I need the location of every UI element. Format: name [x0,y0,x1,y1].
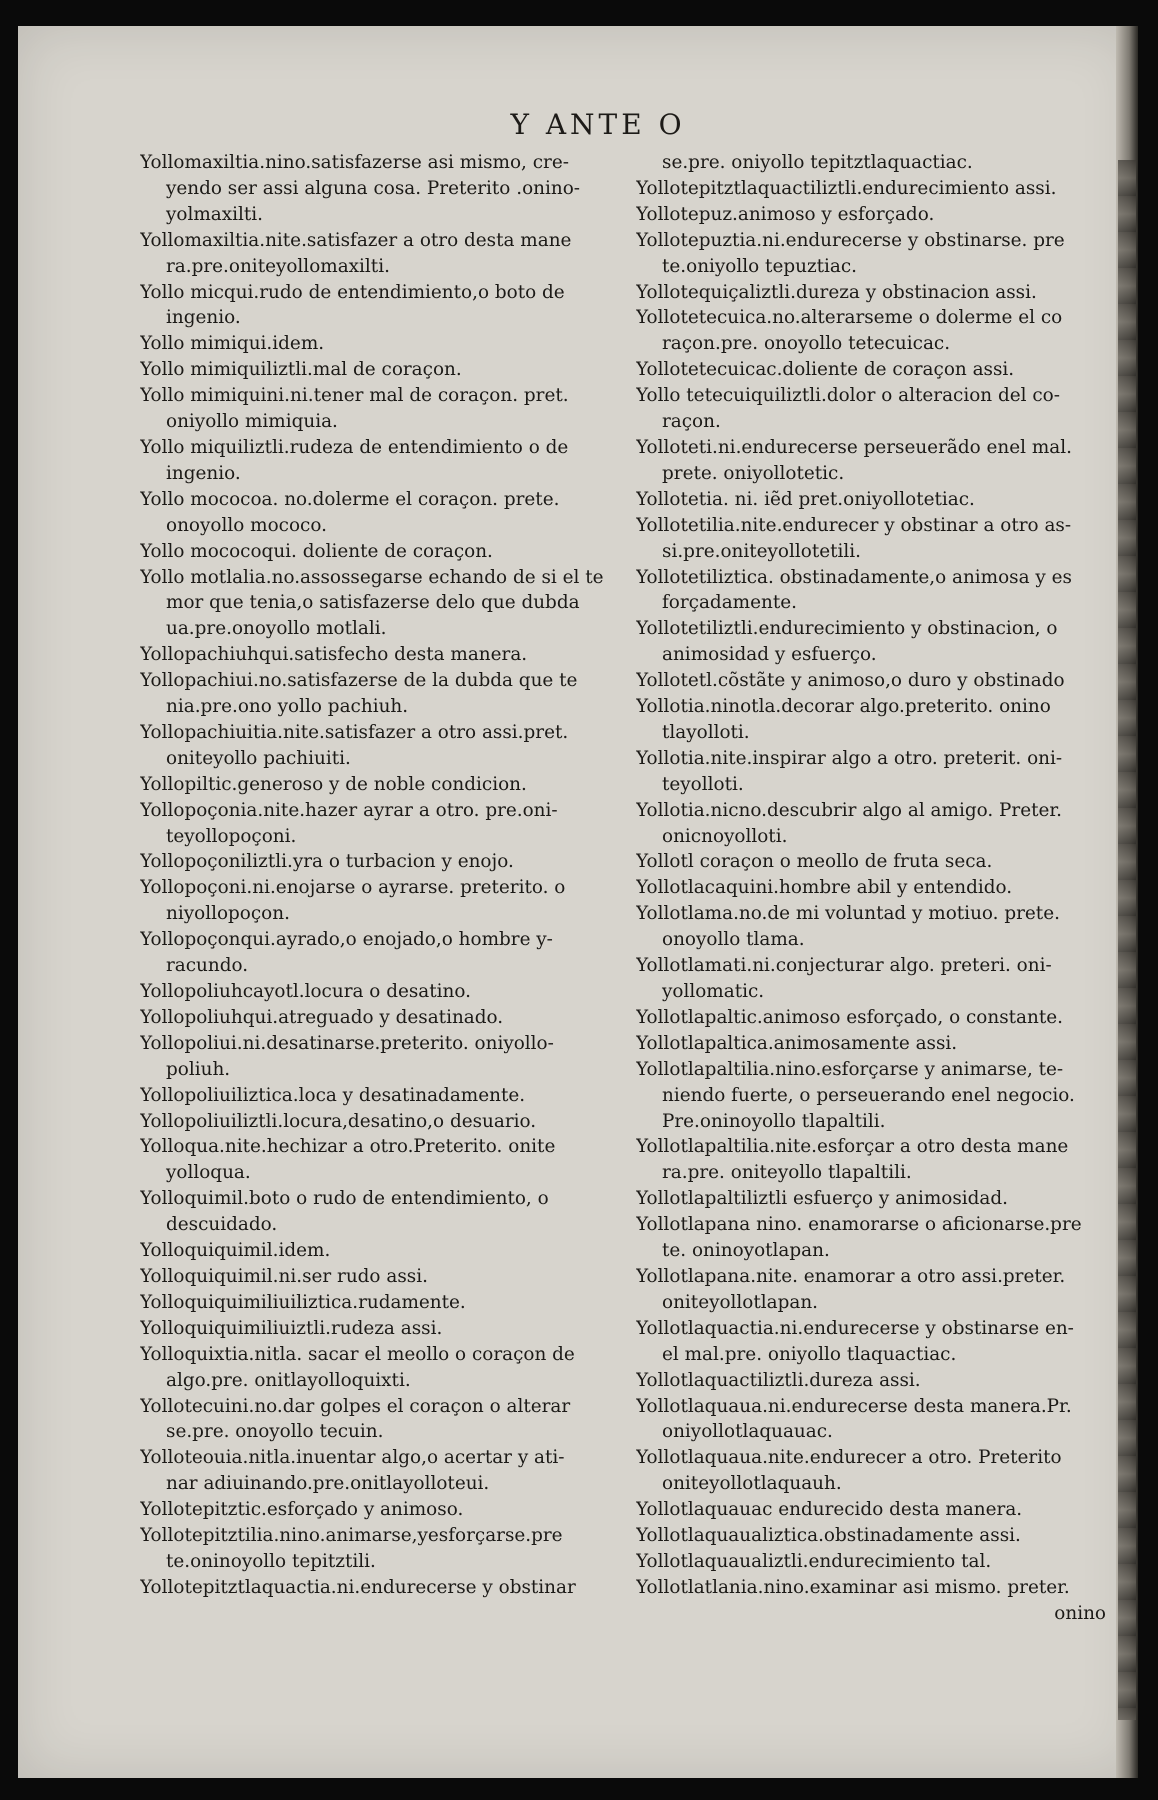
dictionary-line: Yolloqua.nite.hechizar a otro.Preterito. onite [140,1136,556,1158]
dictionary-line: Yollotequiçaliztli.dureza y obstinacion assi. [636,281,1037,303]
dictionary-line: Yollopoçoni.ni.enojarse o ayrarse. preterito. o [140,877,566,899]
dictionary-line: Yollotecuini.no.dar golpes el coraçon o alterar [140,1395,571,1417]
dictionary-line: racundo. [166,955,249,977]
dictionary-line: Yollotepitztilia.nino.animarse,yesforçarse.pre [140,1525,563,1547]
left-column [140,150,610,1601]
dictionary-line: Yollopoliui.ni.desatinarse.preterito. oniyollo- [140,1032,554,1054]
dictionary-line: Yollomaxiltia.nino.satisfazerse asi mismo, cre- [140,152,569,173]
dictionary-line: yendo ser assi alguna cosa. Preterito .onino- [166,177,580,199]
dictionary-line: poliuh. [166,1058,231,1080]
dictionary-line: Yollotlaquaualiztica.obstinadamente assi. [636,1525,1021,1547]
dictionary-line: ra.pre.oniteyollomaxilti. [166,255,390,277]
dictionary-line: oniteyollotlaquauh. [662,1473,842,1495]
dictionary-line: Yollo micqui.rudo de entendimiento,o boto de [140,281,565,303]
dictionary-line: Yollotlaquauac endurecido desta manera. [636,1499,1023,1521]
dictionary-line: si.pre.oniteyollotetili. [662,540,861,562]
dictionary-line: Yollotepitztic.esforçado y animoso. [140,1499,464,1521]
dictionary-line: el mal.pre. oniyollo tlaquactiac. [662,1343,957,1365]
dictionary-line: te.oniyollo tepuztiac. [662,255,858,277]
dictionary-line: Yollopiltic.generoso y de noble condicion. [140,773,527,795]
dictionary-line: ra.pre. oniteyollo tlapaltili. [662,1162,912,1184]
dictionary-line: Yollotetl.cõstãte y animoso,o duro y obstinado [636,670,1065,692]
dictionary-line: oniteyollotlapan. [662,1291,819,1313]
dictionary-line: animosidad y esfuerço. [662,644,877,666]
dictionary-line: Yollotl coraçon o meollo de fruta seca. [636,851,993,873]
dictionary-line: Yollotlacaquini.hombre abil y entendido. [636,877,1013,899]
dictionary-line: teyolloti. [662,773,744,795]
dictionary-line: Yollotlaquactia.ni.endurecerse y obstinarse en- [636,1317,1074,1339]
dictionary-line: Yollotlaquaua.ni.endurecerse desta manera.Pr. [636,1395,1072,1417]
dictionary-line: tlayolloti. [662,721,750,743]
dictionary-line: prete. oniyollotetic. [662,462,845,484]
dictionary-line: Yollopoçoniliztli.yra o turbacion y enojo. [140,851,514,873]
dictionary-line: Yollo mimiquini.ni.tener mal de coraçon. pret. [140,385,569,407]
dictionary-line: Yollotia.nicno.descubrir algo al amigo. Preter. [636,799,1062,821]
dictionary-line: Yollotetiliztica. obstinadamente,o animosa y es [636,566,1072,588]
dictionary-line: Yolloteti.ni.endurecerse perseuerãdo enel mal. [636,436,1072,458]
dictionary-line: raçon.pre. onoyollo tetecuicac. [662,333,951,355]
dictionary-line: onino [1054,1602,1106,1624]
dictionary-line: Yollotlapaltilia.nino.esforçarse y animarse, te- [636,1058,1064,1080]
dictionary-line: Yollotlapaltic.animoso esforçado, o constante. [636,1006,1063,1028]
dictionary-line: Yollotetiliztli.endurecimiento y obstinacion, o [636,618,1058,640]
dictionary-line: Yollomaxiltia.nite.satisfazer a otro desta mane [140,229,572,251]
dictionary-line: mor que tenia,o satisfazerse delo que dubda [166,592,580,614]
dictionary-line: onicnoyolloti. [662,825,788,847]
dictionary-line: se.pre. onoyollo tecuin. [166,1421,384,1443]
dictionary-line: Yollotlapana nino. enamorarse o aficionarse.pre [636,1214,1082,1236]
dictionary-line: oniyollo mimiquia. [166,411,338,433]
right-column [636,150,1106,1627]
dictionary-line: Yollotlaquaua.nite.endurecer a otro. Preterito [636,1447,1062,1469]
dictionary-line: ua.pre.onoyollo motlali. [166,618,387,640]
dictionary-line: Yollopoçonqui.ayrado,o enojado,o hombre y- [140,929,553,951]
dictionary-line: Yolloquiquimil.idem. [140,1240,331,1262]
dictionary-line: Yollopachiuhqui.satisfecho desta manera. [140,644,528,666]
dictionary-line: Yollotlapaltiliztli esfuerço y animosidad. [636,1188,1009,1210]
dictionary-line: Yollo mimiquiliztli.mal de coraçon. [140,359,462,381]
dictionary-line: Yollotlapaltica.animosamente assi. [636,1032,958,1054]
dictionary-line: Yolloteouia.nitla.inuentar algo,o acertar y ati- [140,1447,565,1469]
dictionary-line: yolloqua. [166,1162,251,1184]
dictionary-line: Yollopoçonia.nite.hazer ayrar a otro. pre.oni- [140,799,558,821]
dictionary-line: Yollotlamati.ni.conjecturar algo. preteri. oni- [636,955,1052,977]
dictionary-line: Yollo motlalia.no.assossegarse echando de si el te [140,566,604,588]
dictionary-line: niendo fuerte, o perseuerando enel negocio. [662,1084,1075,1106]
dictionary-line: ingenio. [166,307,241,329]
dictionary-line: te. oninoyotlapan. [662,1240,830,1262]
dictionary-line: teyollopoçoni. [166,825,297,847]
dictionary-line: algo.pre. onitlayolloquixti. [166,1369,411,1391]
dictionary-line: Yollotepitztlaquactiliztli.endurecimiento assi. [636,177,1057,199]
dictionary-line: nia.pre.ono yollo pachiuh. [166,696,409,718]
dictionary-line: Yollo tetecuiquiliztli.dolor o alteracion del co- [636,385,1060,407]
dictionary-line: Yolloquiquimiliuiliztica.rudamente. [140,1291,466,1313]
dictionary-line: Yollotetia. ni. iẽd pret.oniyollotetiac. [636,488,975,510]
dictionary-line: Yollopoliuhcayotl.locura o desatino. [140,981,471,1002]
dictionary-line: Yollotepitztlaquactia.ni.endurecerse y obstinar [140,1576,576,1598]
page-heading: Y ANTE O [510,108,686,141]
dictionary-line: Yollo mococoqui. doliente de coraçon. [140,540,493,562]
dictionary-line: Yollotia.nite.inspirar algo a otro. preterit. oni- [636,747,1063,769]
dictionary-line: yolmaxilti. [166,203,263,225]
dictionary-line: Yollopachiui.no.satisfazerse de la dubda que te [140,670,578,692]
dictionary-line: Yollotlapana.nite. enamorar a otro assi.preter. [636,1265,1066,1287]
dictionary-line: raçon. [662,411,721,433]
dictionary-line: Yollotlama.no.de mi voluntad y motiuo. prete. [636,903,1060,925]
dictionary-line: Yollotlaquactiliztli.dureza assi. [636,1369,921,1391]
dictionary-line: Yollotlaquaualiztli.endurecimiento tal. [636,1550,992,1572]
dictionary-line: Yollotetecuica.no.alterarseme o dolerme el co [636,307,1063,329]
dictionary-line: Yollotepuztia.ni.endurecerse y obstinarse. pre [636,229,1065,251]
dictionary-line: forçadamente. [662,592,797,614]
dictionary-line: yollomatic. [662,981,765,1002]
dictionary-line: Pre.oninoyollo tlapaltili. [662,1110,886,1132]
dictionary-line: Yollopoliuhqui.atreguado y desatinado. [140,1006,504,1028]
dictionary-line: Yolloquixtia.nitla. sacar el meollo o coraçon de [140,1343,575,1365]
dictionary-line: nar adiuinando.pre.onitlayolloteui. [166,1473,490,1495]
dictionary-line: onoyollo tlama. [662,929,805,951]
dictionary-line: Yollotepuz.animoso y esforçado. [636,203,935,225]
dictionary-line: onoyollo mococo. [166,514,327,536]
dictionary-line: Yolloquimil.boto o rudo de entendimiento, o [140,1188,549,1210]
dictionary-line: oniyollotlaquauac. [662,1421,833,1443]
dictionary-line: Yollopoliuiliztica.loca y desatinadamente. [140,1084,526,1106]
dictionary-line: te.oninoyollo tepitztili. [166,1550,376,1572]
dictionary-line: Yolloquiquimil.ni.ser rudo assi. [140,1265,428,1287]
dictionary-line: ingenio. [166,462,241,484]
dictionary-line: Yollotetilia.nite.endurecer y obstinar a otro as- [636,514,1072,536]
adjacent-page-strip [1118,160,1136,1720]
dictionary-line: Yollotia.ninotla.decorar algo.preterito. onino [636,696,1051,718]
dictionary-line: Yollo miquiliztli.rudeza de entendimiento o de [140,436,569,458]
dictionary-line: se.pre. oniyollo tepitztlaquactiac. [662,152,973,173]
dictionary-line: Yolloquiquimiliuiztli.rudeza assi. [140,1317,443,1339]
dictionary-line: descuidado. [166,1214,278,1236]
book-page [18,26,1138,1778]
dictionary-line: Yollopoliuiliztli.locura,desatino,o desuario. [140,1110,537,1132]
dictionary-line: Yollotetecuicac.doliente de coraçon assi. [636,359,1015,381]
dictionary-line: oniteyollo pachiuiti. [166,747,351,769]
dictionary-line: Yollopachiuitia.nite.satisfazer a otro assi.pret. [140,721,569,743]
dictionary-line: niyollopoçon. [166,903,290,925]
dictionary-line: Yollo mococoa. no.dolerme el coraçon. prete. [140,488,560,510]
dictionary-line: Yollotlatlania.nino.examinar asi mismo. preter. [636,1576,1070,1598]
dictionary-line: Yollotlapaltilia.nite.esforçar a otro desta mane [636,1136,1069,1158]
dictionary-line: Yollo mimiqui.idem. [140,333,325,355]
